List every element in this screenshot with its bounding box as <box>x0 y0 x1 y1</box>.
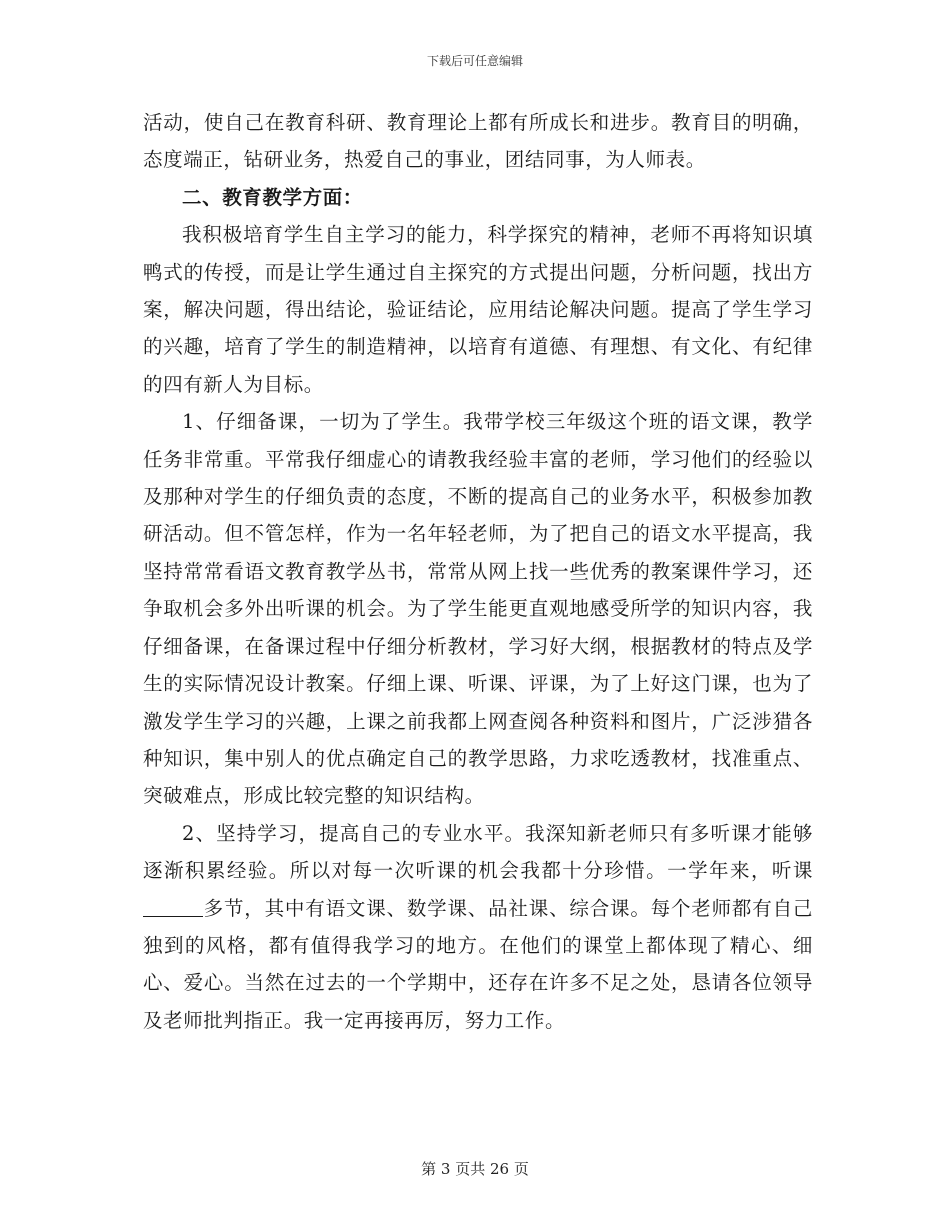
fill-in-blank <box>143 897 203 918</box>
page-header: 下载后可任意编辑 <box>426 54 523 68</box>
paragraph-self-study: 我积极培育学生自主学习的能力，科学探究的精神，老师不再将知识填鸭式的传授，而是让学生通过自主探究的方式提出问题，分析问题，找出方案，解决问题，得出结论，验证结论，应用结论解决问题。提高了学生学习的兴趣，培育了学生的制造精神，以培育有道德、有理想、有文化、有纪律的四有新人为目标。 <box>143 223 813 396</box>
paragraph-text-part-1: 2、坚持学习，提高自己的专业水平。我深知新老师只有多听课才能够逐渐积累经验。所以对每一次听课的机会我都十分珍惜。一学年来，听课 <box>143 821 813 883</box>
page-number-footer: 第 3 页共 26 页 <box>421 1160 529 1178</box>
paragraph-text-part-2: 多节，其中有语文课、数学课、品社课、综合课。每个老师都有自己独到的风格，都有值得我学习的地方。在他们的课堂上都体现了精心、细心、爱心。当然在过去的一个学期中，还存在许多不足之处，恳请各位领导及老师批判指正。我一定再接再厉，努力工作。 <box>143 896 813 1032</box>
document-body <box>143 104 813 1039</box>
paragraph-lesson-prep: 1、仔细备课，一切为了学生。我带学校三年级这个班的语文课，教学任务非常重。平常我仔细虚心的请教我经验丰富的老师，学习他们的经验以及那种对学生的仔细负责的态度，不断的提高自己的业务水平，积极参加教研活动。但不管怎样，作为一名年轻老师，为了把自己的语文水平提高，我坚持常常看语文教育教学丛书，常常从网上找一些优秀的教案课件学习，还争取机会多外出听课的机会。为了学生能更直观地感受所学的知识内容，我仔细备课，在备课过程中仔细分析教材，学习好大纲，根据教材的特点及学生的实际情况设计教案。仔细上课、听课、评课，为了上好这门课，也为了激发学生学习的兴趣，上课之前我都上网查阅各种资料和图片，广泛涉猎各种知识，集中别人的优点确定自己的教学思路，力求吃透教材，找准重点、突破难点，形成比较完整的知识结构。 <box>143 410 813 808</box>
section-heading: 二、教育教学方面： <box>182 185 363 209</box>
paragraph-continuation: 活动，使自己在教育科研、教育理论上都有所成长和进步。教育目的明确，态度端正，钻研业务，热爱自己的事业，团结同事，为人师表。 <box>143 111 813 172</box>
paragraph-professional-study <box>143 815 813 1039</box>
